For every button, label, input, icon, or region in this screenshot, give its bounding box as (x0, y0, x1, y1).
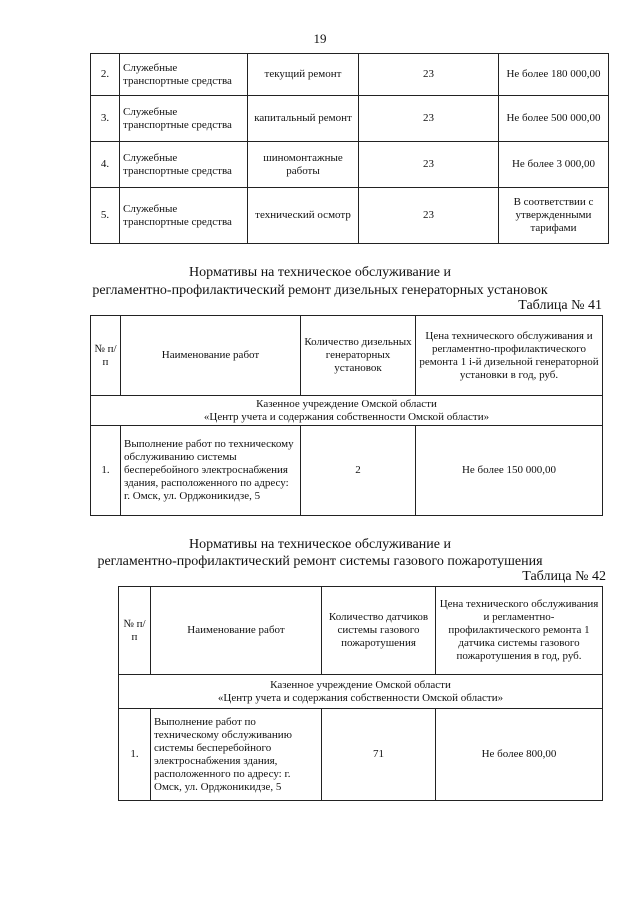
organization-cell (91, 396, 603, 426)
header-work-name: Наименование работ (121, 316, 301, 396)
header-work-name: Наименование работ (151, 587, 322, 675)
quantity: 23 (359, 96, 499, 142)
row-number: 4. (91, 142, 120, 188)
row-number: 5. (91, 188, 120, 244)
header-quantity: Количество датчиков системы газового пожаротушения (322, 587, 436, 675)
price: В соответствии с утвержденными тарифами (499, 188, 609, 244)
quantity: 71 (322, 709, 436, 801)
organization-row (91, 396, 603, 426)
work-type: капитальный ремонт (248, 96, 359, 142)
header-number: № п/п (91, 316, 121, 396)
organization-name: Казенное учреждение Омской области (270, 678, 451, 691)
quantity: 23 (359, 54, 499, 96)
quantity: 23 (359, 142, 499, 188)
header-number: № п/п (119, 587, 151, 675)
section-41-title-line2: регламентно-профилактический ремонт дизельных генераторных установок (92, 283, 548, 298)
table-row (119, 709, 603, 801)
table-row (91, 96, 609, 142)
price: Не более 180 000,00 (499, 54, 609, 96)
table-row (91, 54, 609, 96)
row-number: 1. (91, 426, 121, 516)
item-name: Служебные транспортные средства (120, 96, 248, 142)
work-type: текущий ремонт (248, 54, 359, 96)
price: Не более 150 000,00 (416, 426, 603, 516)
quantity: 2 (301, 426, 416, 516)
organization-cell (119, 675, 603, 709)
table-row (91, 188, 609, 244)
section-41-title-line1: Нормативы на техническое обслуживание и (189, 265, 451, 280)
price: Не более 3 000,00 (499, 142, 609, 188)
section-42-title-line1: Нормативы на техническое обслуживание и (189, 537, 451, 552)
header-quantity: Количество дизельных генераторных установок (301, 316, 416, 396)
work-description: Выполнение работ по техническому обслуживанию системы бесперебойного электроснабжения здания, расположенного по адресу: г. Омск, ул. Орджоникидзе, 5 (121, 426, 301, 516)
page-number: 19 (313, 31, 327, 46)
table-header-row (119, 587, 603, 675)
row-number: 2. (91, 54, 120, 96)
item-name: Служебные транспортные средства (120, 188, 248, 244)
organization-full-name: «Центр учета и содержания собственности Омской области» (203, 410, 490, 423)
organization-row (119, 675, 603, 709)
table-row (91, 426, 603, 516)
item-name: Служебные транспортные средства (120, 142, 248, 188)
table-42-label: Таблица № 42 (522, 569, 606, 584)
section-42-title-line2: регламентно-профилактический ремонт системы газового пожаротушения (97, 554, 543, 569)
work-type: шиномонтажные работы (248, 142, 359, 188)
price: Не более 500 000,00 (499, 96, 609, 142)
table-header-row (91, 316, 603, 396)
organization-name: Казенное учреждение Омской области (256, 397, 437, 410)
top-vehicle-table (90, 53, 609, 244)
work-description: Выполнение работ по техническому обслуживанию системы бесперебойного электроснабжения здания, расположенного по адресу: г. Омск, ул. Орджоникидзе, 5 (151, 709, 322, 801)
header-price: Цена технического обслуживания и регламентно-профилактического ремонта 1 датчика системы газового пожаротушения в год, руб. (436, 587, 603, 675)
work-type: технический осмотр (248, 188, 359, 244)
table-41-label: Таблица № 41 (518, 298, 602, 313)
header-price: Цена технического обслуживания и регламентно-профилактического ремонта 1 i-й дизельной генераторной установки в год, руб. (416, 316, 603, 396)
row-number: 3. (91, 96, 120, 142)
organization-full-name: «Центр учета и содержания собственности Омской области» (217, 691, 504, 704)
row-number: 1. (119, 709, 151, 801)
quantity: 23 (359, 188, 499, 244)
table-row (91, 142, 609, 188)
table-42 (118, 586, 603, 801)
item-name: Служебные транспортные средства (120, 54, 248, 96)
price: Не более 800,00 (436, 709, 603, 801)
table-41 (90, 315, 603, 516)
